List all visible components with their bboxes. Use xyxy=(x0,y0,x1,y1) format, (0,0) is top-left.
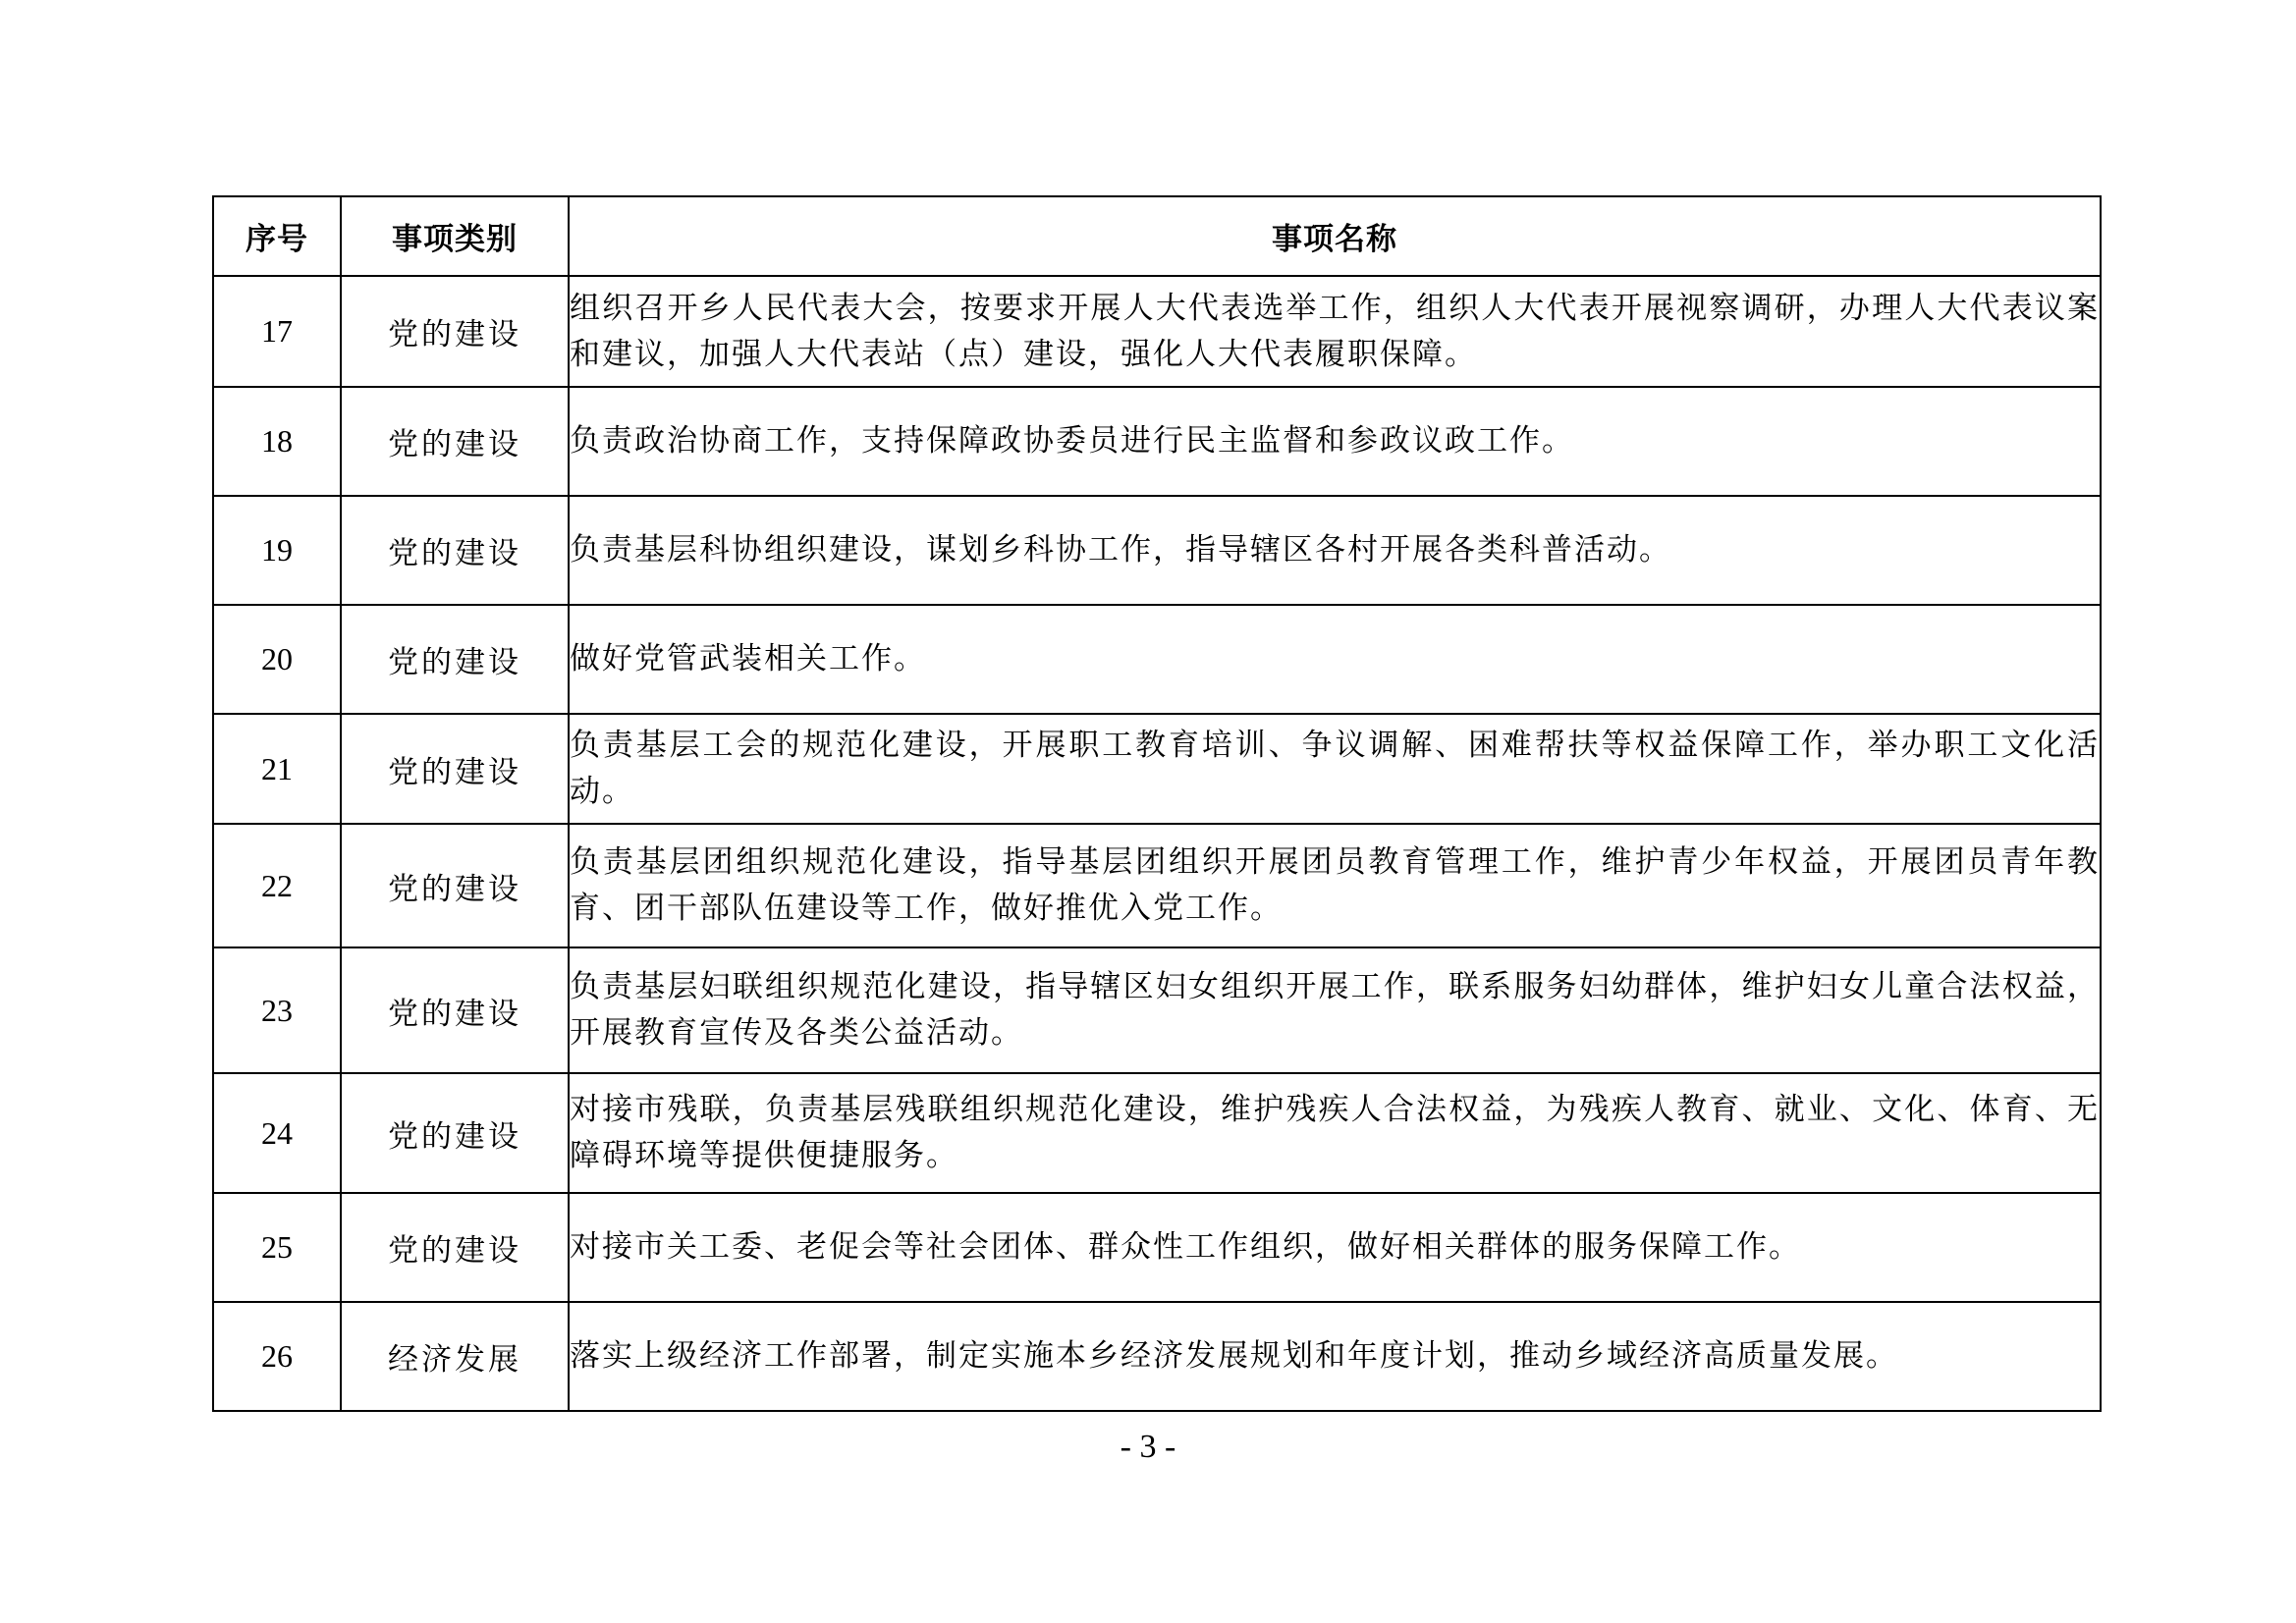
row-number: 23 xyxy=(213,947,341,1073)
row-number: 26 xyxy=(213,1302,341,1411)
row-number: 24 xyxy=(213,1073,341,1193)
row-number: 21 xyxy=(213,714,341,824)
header-item-name: 事项名称 xyxy=(569,196,2101,276)
page-number: - 3 - xyxy=(1120,1429,1176,1465)
row-category: 党的建设 xyxy=(341,496,569,605)
row-number: 18 xyxy=(213,387,341,496)
header-serial-number: 序号 xyxy=(213,196,341,276)
table-row xyxy=(213,824,2101,947)
row-category: 党的建设 xyxy=(341,1193,569,1302)
row-item-name: 负责基层工会的规范化建设，开展职工教育培训、争议调解、困难帮扶等权益保障工作，举办职工文化活动。 xyxy=(569,714,2101,824)
row-category: 党的建设 xyxy=(341,714,569,824)
table-header-row xyxy=(213,196,2101,276)
row-category: 党的建设 xyxy=(341,276,569,387)
row-category: 党的建设 xyxy=(341,387,569,496)
table-row xyxy=(213,496,2101,605)
table-row xyxy=(213,714,2101,824)
table-row xyxy=(213,605,2101,714)
row-item-name: 负责基层团组织规范化建设，指导基层团组织开展团员教育管理工作，维护青少年权益，开展团员青年教育、团干部队伍建设等工作，做好推优入党工作。 xyxy=(569,824,2101,947)
row-item-name: 负责基层科协组织建设，谋划乡科协工作，指导辖区各村开展各类科普活动。 xyxy=(569,496,2101,605)
row-category: 经济发展 xyxy=(341,1302,569,1411)
table-row xyxy=(213,1073,2101,1193)
table-row xyxy=(213,1302,2101,1411)
row-item-name: 落实上级经济工作部署，制定实施本乡经济发展规划和年度计划，推动乡域经济高质量发展。 xyxy=(569,1302,2101,1411)
table-row xyxy=(213,947,2101,1073)
row-item-name: 组织召开乡人民代表大会，按要求开展人大代表选举工作，组织人大代表开展视察调研，办理人大代表议案和建议，加强人大代表站（点）建设，强化人大代表履职保障。 xyxy=(569,276,2101,387)
row-item-name: 负责政治协商工作，支持保障政协委员进行民主监督和参政议政工作。 xyxy=(569,387,2101,496)
row-number: 25 xyxy=(213,1193,341,1302)
table-row xyxy=(213,387,2101,496)
row-category: 党的建设 xyxy=(341,824,569,947)
row-item-name: 负责基层妇联组织规范化建设，指导辖区妇女组织开展工作，联系服务妇幼群体，维护妇女儿童合法权益，开展教育宣传及各类公益活动。 xyxy=(569,947,2101,1073)
row-number: 19 xyxy=(213,496,341,605)
table-row xyxy=(213,1193,2101,1302)
row-item-name: 对接市残联，负责基层残联组织规范化建设，维护残疾人合法权益，为残疾人教育、就业、文化、体育、无障碍环境等提供便捷服务。 xyxy=(569,1073,2101,1193)
row-number: 17 xyxy=(213,276,341,387)
row-item-name: 对接市关工委、老促会等社会团体、群众性工作组织，做好相关群体的服务保障工作。 xyxy=(569,1193,2101,1302)
row-number: 22 xyxy=(213,824,341,947)
row-category: 党的建设 xyxy=(341,1073,569,1193)
items-table xyxy=(212,195,2102,1412)
header-item-category: 事项类别 xyxy=(341,196,569,276)
row-category: 党的建设 xyxy=(341,947,569,1073)
table-row xyxy=(213,276,2101,387)
row-category: 党的建设 xyxy=(341,605,569,714)
row-number: 20 xyxy=(213,605,341,714)
row-item-name: 做好党管武装相关工作。 xyxy=(569,605,2101,714)
